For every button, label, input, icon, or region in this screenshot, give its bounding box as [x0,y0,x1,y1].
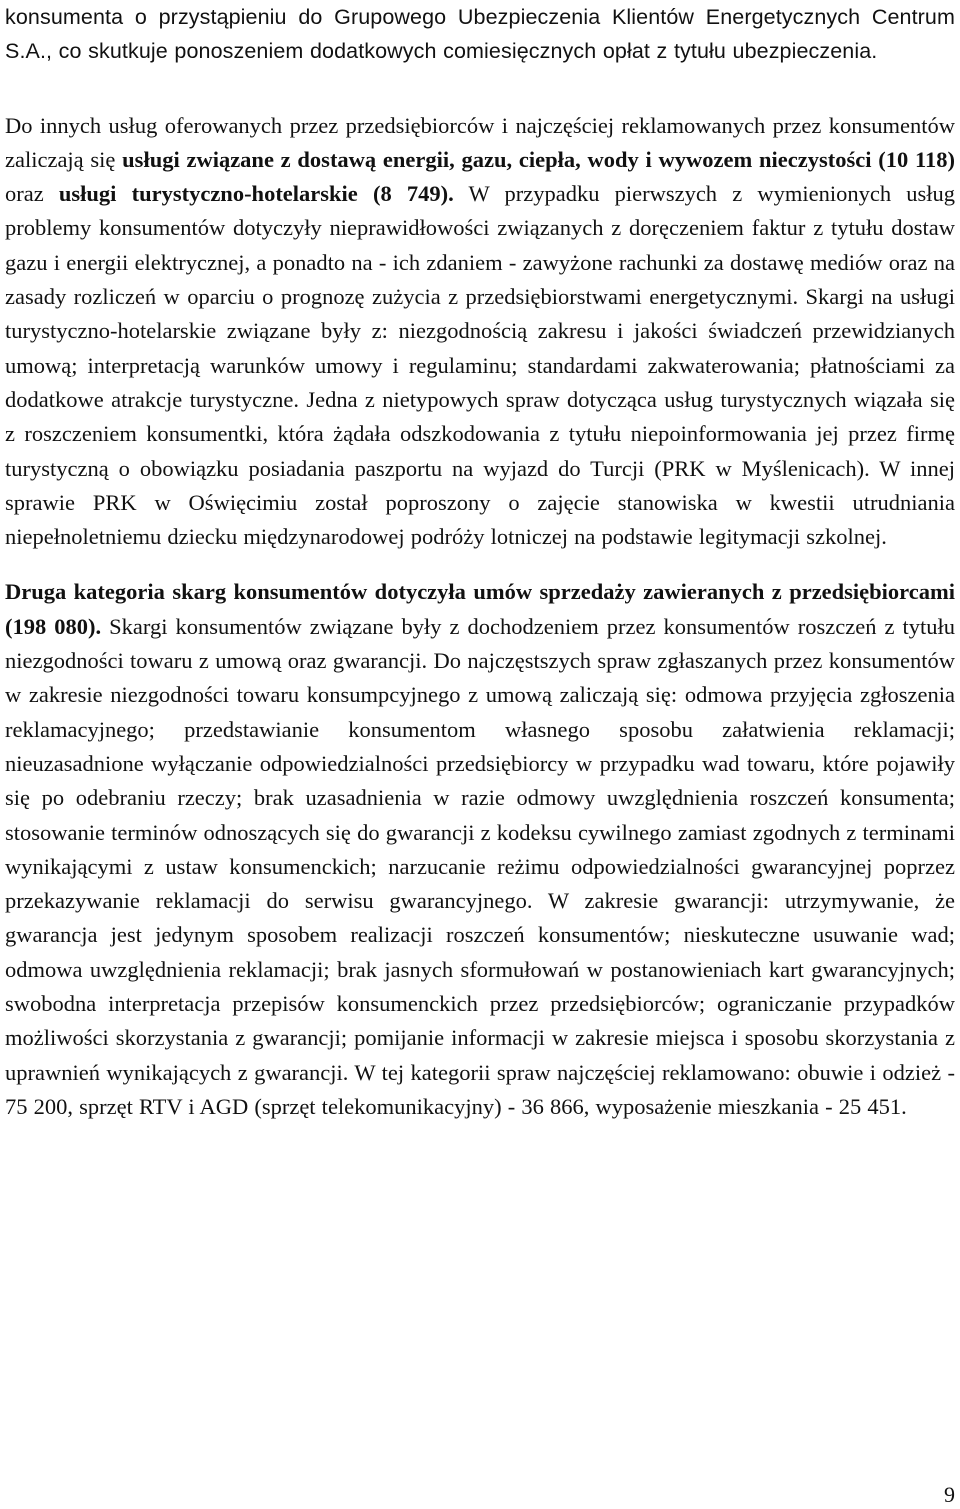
document-page [5,0,955,1124]
paragraph-2-intro: Do innych usług oferowanych przez przedsiębiorców i najczęściej reklamowanych przez konsumentów zaliczają się [5,112,955,172]
paragraph-3-body: Skargi konsumentów związane były z dochodzeniem przez konsumentów roszczeń z tytułu niezgodności towaru z umową oraz gwarancji. Do najczęstszych spraw zgłaszanych przez konsumentów w zakresie niezgodności towaru konsumpcyjnego z umową zaliczają się: odmowa przyjęcia zgłoszenia reklamacyjnego; przedstawianie konsumentom własnego sposobu załatwienia reklamacji; nieuzasadnione wyłączanie odpowiedzialności przedsiębiorcy w przypadku wad towaru, które pojawiły się po odebraniu rzeczy; brak uzasadnienia w razie odmowy uwzględnienia roszczeń konsumenta; stosowanie terminów odnoszących się do gwarancji z kodeksu cywilnego zamiast zgodnych z terminami wynikającymi z ustaw konsumenckich; narzucanie reżimu odpowiedzialności gwarancyjnej poprzez przekazywanie reklamacji do serwisu gwarancyjnego. W zakresie gwarancji: utrzymywanie, że gwarancja jest jedynym sposobem realizacji roszczeń konsumentów; nieskuteczne usuwanie wad; odmowa uwzględnienia reklamacji; brak jasnych sformułowań w postanowieniach kart gwarancyjnych; swobodna interpretacja przepisów konsumenckich przez przedsiębiorców; ograniczanie przypadków możliwości skorzystania z gwarancji; pomijanie informacji w zakresie miejsca i sposobu skorzystania z uprawnień wynikających z gwarancji. W tej kategorii spraw najczęściej reklamowano: obuwie i odzież - 75 200, sprzęt RTV i AGD (sprzęt telekomunikacyjny) - 36 866, wyposażenie mieszkania - 25 451. [5,613,955,1119]
page-number: 9 [944,1482,955,1507]
paragraph-2-body: W przypadku pierwszych z wymienionych usług problemy konsumentów dotyczyły nieprawidłowości związanych z doręczeniem faktur z tytułu dostaw gazu i energii elektrycznej, a ponadto na - ich zdaniem - zawyżone rachunki za dostawę mediów oraz na zasady rozliczeń w oparciu o prognozę zużycia z przedsiębiorstwami energetycznymi. Skargi na usługi turystyczno-hotelarskie związane były z: niezgodnością zakresu i jakości świadczeń przewidzianych umową; interpretacją warunków umowy i regulaminu; standardami zakwaterowania; płatnościami za dodatkowe atrakcje turystyczne. Jedna z nietypowych spraw dotycząca usług turystycznych wiązała się z roszczeniem konsumentki, która żądała odszkodowania z tytułu niepoinformowania jej przez firmę turystyczną o obowiązku posiadania paszportu na wyjazd do Turcji (PRK w Myślenicach). W innej sprawie PRK w Oświęcimiu został poproszony o zajęcie stanowiska w kwestii utrudniania niepełnoletniemu dziecku międzynarodowej podróży lotniczej na podstawie legitymacji szkolnej. [5,181,956,550]
paragraph-2-bold-energy-services: usługi związane z dostawą energii, gazu, ciepła, wody i wywozem nieczystości (10 118) [122,146,955,172]
paragraph-services-complaints [5,109,955,555]
paragraph-2-bold-tourism-services: usługi turystyczno-hotelarskie (8 749). [58,181,454,207]
paragraph-3-bold-heading: Druga kategoria skarg konsumentów dotyczyła umów sprzedaży zawieranych z przedsiębiorcami (198 080). [5,579,955,639]
paragraph-2-connector: oraz [5,181,59,207]
paragraph-sales-complaints [5,575,955,1124]
paragraph-insurance-continuation [5,0,955,69]
paragraph-1-text: konsumenta o przystąpieniu do Grupowego Ubezpieczenia Klientów Energetycznych Centrum S.A., co skutkuje ponoszeniem dodatkowych comiesięcznych opłat z tytułu ubezpieczenia. [5,5,955,64]
